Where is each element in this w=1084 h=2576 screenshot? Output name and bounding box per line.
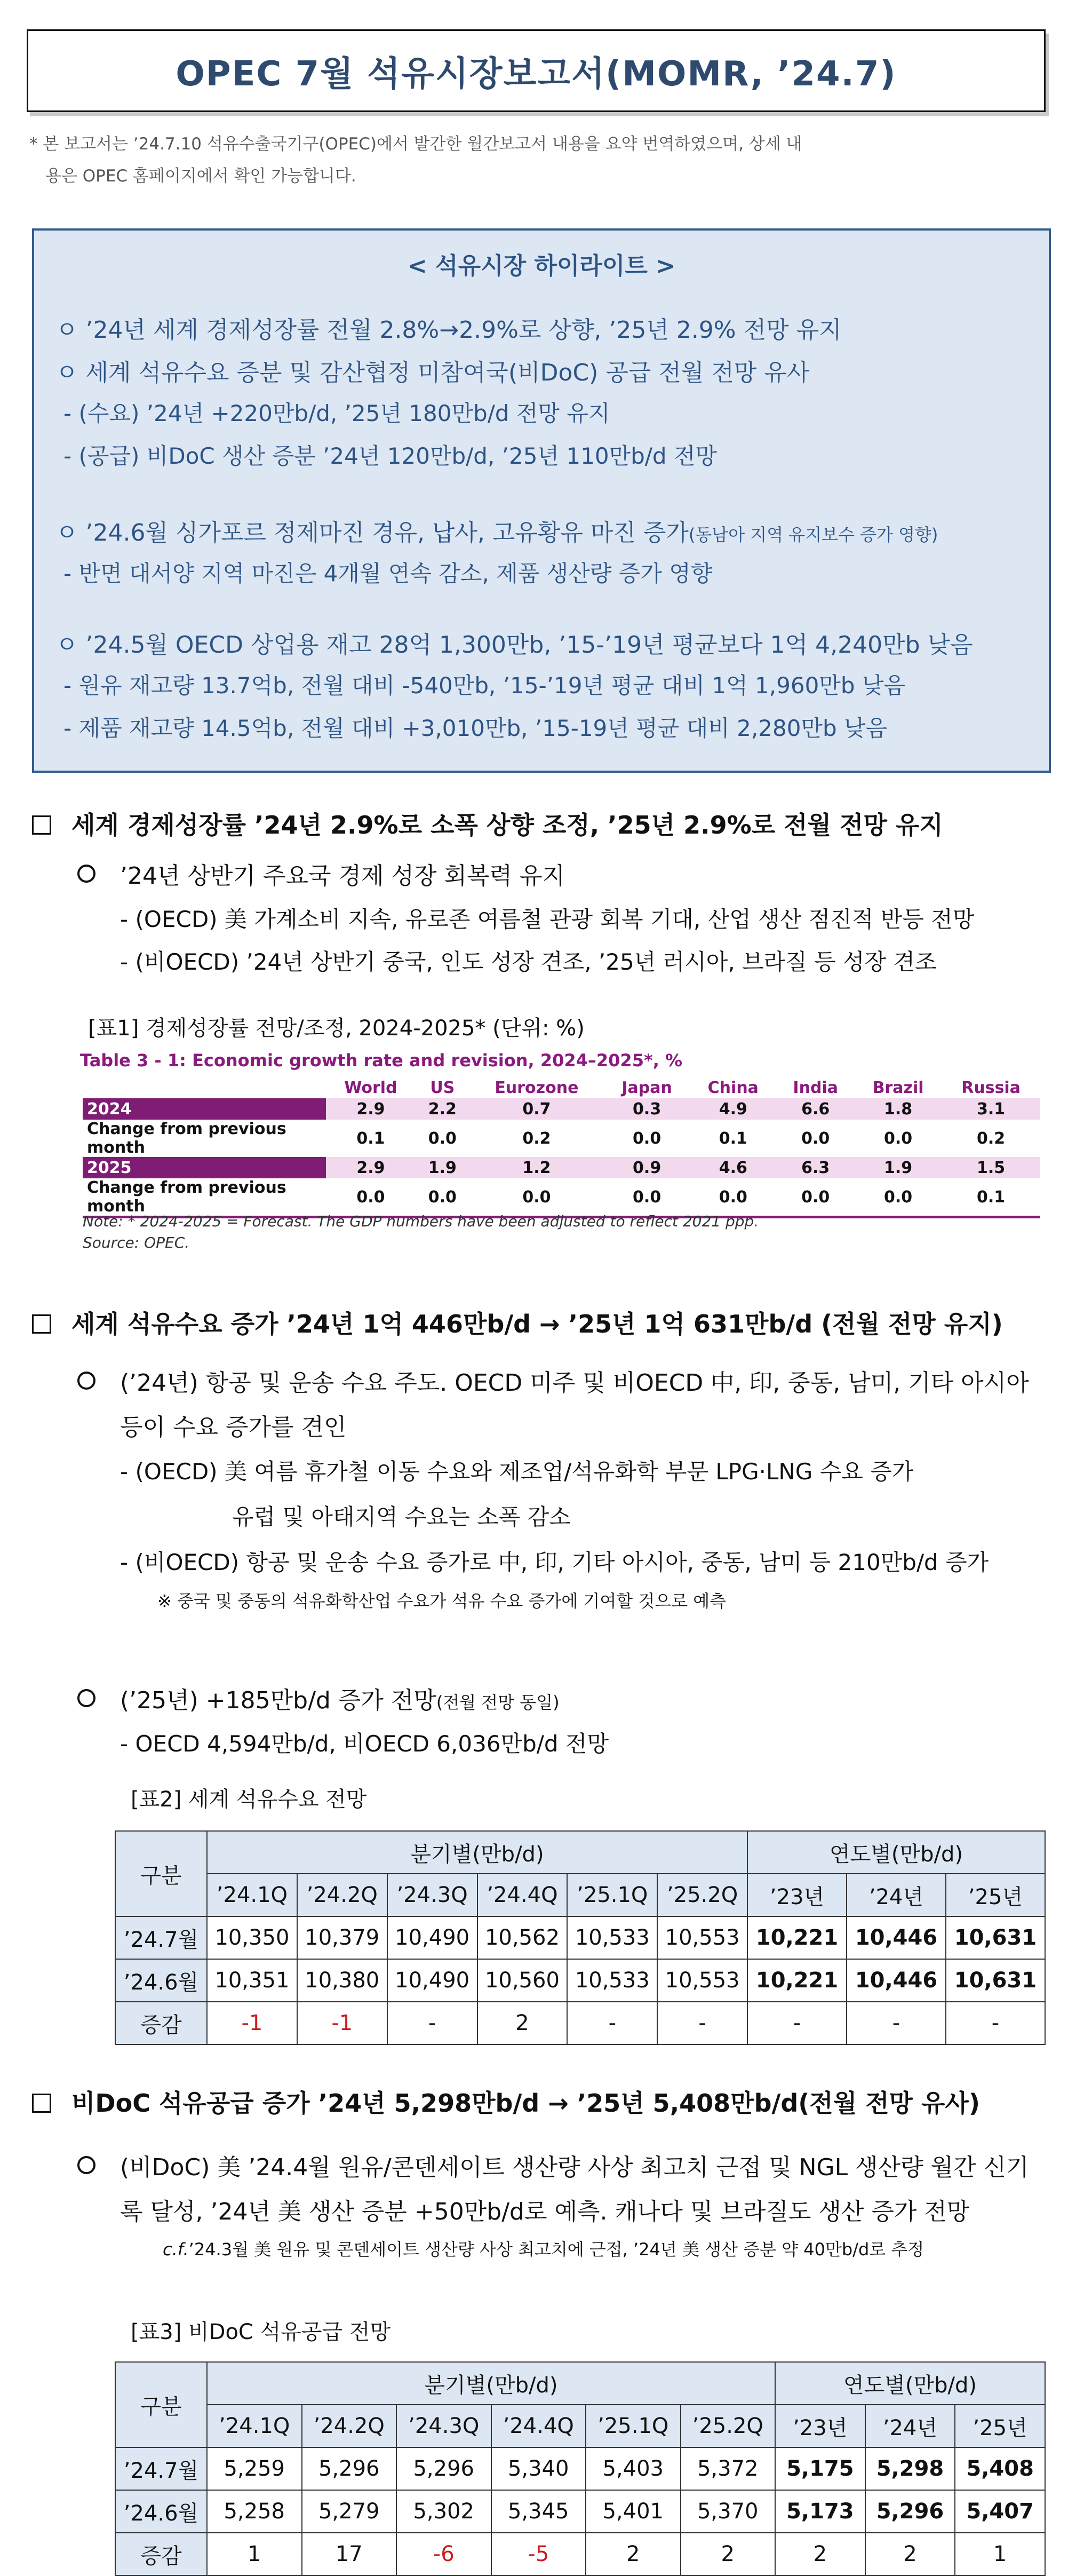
table-cell: 5,296 [865, 2490, 955, 2533]
row-label: Change from previous month [83, 1178, 326, 1217]
table-cell: 5,340 [491, 2447, 586, 2490]
table-cell: 0.2 [977, 1129, 1006, 1148]
table-cell: 0.3 [604, 1098, 690, 1120]
column-header: ’24.2Q [297, 1874, 387, 1916]
column-header: ’24년 [847, 1874, 946, 1916]
table-cell: 2.9 [326, 1157, 416, 1178]
table-cell: 0.0 [776, 1178, 855, 1217]
table-cell: 0.0 [633, 1129, 661, 1148]
column-header: 구분 [115, 1831, 207, 1916]
table-cell: 10,560 [477, 1959, 568, 2002]
table-cell: 2 [681, 2533, 776, 2575]
column-header: ’25.2Q [657, 1874, 747, 1916]
cf-text: ’24.3월 美 원유 및 콘덴세이트 생산량 사상 최고치에 근접, ’24년 美 생산 증분 약 40만b/d로 추정 [188, 2239, 924, 2260]
table-cell: 0.0 [690, 1178, 776, 1217]
highlights-title: < 석유시장 하이라이트 > [407, 252, 676, 280]
table-cell: 2 [775, 2533, 865, 2575]
bullet-item [77, 1364, 1029, 1398]
section-heading-text: 세계 경제성장률 ’24년 2.9%로 소폭 상향 조정, ’25년 2.9%로 전월 전망 유지 [71, 811, 943, 839]
report-title-box [27, 29, 1046, 112]
table-cell: 10,553 [657, 1916, 747, 1959]
table-cell: - [657, 2002, 747, 2044]
report-note [29, 128, 1054, 192]
column-header: ’24.3Q [387, 1874, 477, 1916]
table-cell: 0.9 [604, 1157, 690, 1178]
table-cell: 0.0 [416, 1178, 469, 1217]
bullet-item [77, 2148, 1029, 2182]
table-cell: -1 [297, 2002, 387, 2044]
circle-bullet-icon [77, 1372, 95, 1390]
table-cell: 10,631 [946, 1916, 1045, 1959]
table-cell: -1 [207, 2002, 297, 2044]
row-label: 2025 [83, 1157, 326, 1178]
table-cell: 5,173 [775, 2490, 865, 2533]
table-cell: 10,533 [567, 1916, 657, 1959]
table-cell: 0.1 [356, 1129, 385, 1148]
dash-item: - (OECD) 美 여름 휴가철 이동 수요와 제조업/석유화학 부문 LPG·LNG 수요 증가 [120, 1459, 914, 1485]
table-cell: 1.5 [942, 1157, 1040, 1178]
table-cell: -6 [396, 2533, 491, 2575]
cf-note [163, 2236, 924, 2261]
table-cell: 5,258 [207, 2490, 302, 2533]
checkbox-square-icon [32, 815, 51, 835]
table-cell: 10,533 [567, 1959, 657, 2002]
column-header: ’25년 [955, 2405, 1045, 2447]
column-header: ’23년 [747, 1874, 847, 1916]
table-row [83, 1120, 1040, 1157]
bullet-text: (’25년) +185만b/d 증가 전망 [120, 1687, 436, 1714]
column-header: ’24.2Q [302, 2405, 397, 2447]
table-cell: 2 [865, 2533, 955, 2575]
column-header: US [430, 1078, 455, 1097]
column-header: World [344, 1078, 397, 1097]
row-label: ’24.7월 [115, 2447, 207, 2490]
table-cell: 2.9 [326, 1098, 416, 1120]
column-header: ’25.1Q [586, 2405, 681, 2447]
circle-bullet-icon [77, 1689, 95, 1707]
bullet-text: (비DoC) 美 ’24.4월 원유/콘덴세이트 생산량 사상 최고치 근접 및 NGL 생산량 월간 신기 [120, 2154, 1029, 2181]
table-cell: 17 [302, 2533, 397, 2575]
table-cell: 0.0 [326, 1178, 416, 1217]
demand-table [115, 1830, 1046, 2045]
table-cell: 5,408 [955, 2447, 1045, 2490]
circle-bullet-icon [77, 2156, 95, 2174]
table-cell: 6.3 [776, 1157, 855, 1178]
table-cell: 5,401 [586, 2490, 681, 2533]
table-cell: 10,562 [477, 1916, 568, 1959]
column-group-header: 연도별(만b/d) [775, 2362, 1045, 2405]
table-row [115, 2447, 1045, 2490]
bullet-continuation: 등이 수요 증가를 견인 [120, 1414, 347, 1441]
table-cell: - [747, 2002, 847, 2044]
table-cell: 4.9 [690, 1098, 776, 1120]
table-cell: 4.6 [690, 1157, 776, 1178]
highlight-small-note: (동남아 지역 유지보수 증가 영향) [688, 525, 938, 545]
section-heading-growth [32, 806, 943, 841]
highlight-line: ㅇ ’24.5월 OECD 상업용 재고 28억 1,300만b, ’15-’19년 평균보다 1억 4,240만b 낮음 [55, 631, 973, 659]
section-heading-text: 비DoC 석유공급 증가 ’24년 5,298만b/d → ’25년 5,408만b/d(전월 전망 유사) [71, 2089, 980, 2118]
table-cell: 5,279 [302, 2490, 397, 2533]
dash-item: - OECD 4,594만b/d, 비OECD 6,036만b/d 전망 [120, 1731, 609, 1757]
column-header: ’24.1Q [207, 1874, 297, 1916]
table-cell: 10,379 [297, 1916, 387, 1959]
dash-item: - (비OECD) ’24년 상반기 중국, 인도 성장 견조, ’25년 러시아, 브라질 등 성장 견조 [120, 949, 937, 975]
checkbox-square-icon [32, 1314, 51, 1334]
table-caption: [표1] 경제성장률 전망/조정, 2024-2025* (단위: %) [88, 1016, 585, 1041]
table-cell: 10,350 [207, 1916, 297, 1959]
table-cell: 10,490 [387, 1959, 477, 2002]
column-header: ’24년 [865, 2405, 955, 2447]
circle-bullet-icon [77, 865, 95, 883]
table-cell: 5,403 [586, 2447, 681, 2490]
growth-table [83, 1077, 1040, 1218]
table-cell: -5 [491, 2533, 586, 2575]
table-cell: 0.0 [801, 1129, 830, 1148]
dash-item-continuation: 유럽 및 아태지역 수요는 소폭 감소 [232, 1504, 571, 1530]
table-cell: 0.2 [522, 1129, 551, 1148]
table-cell: 5,372 [681, 2447, 776, 2490]
dash-item: - (OECD) 美 가계소비 지속, 유로존 여름철 관광 회복 기대, 산업 생산 점진적 반등 전망 [120, 906, 975, 932]
section-heading-demand [32, 1305, 1003, 1340]
column-header: Eurozone [495, 1078, 579, 1097]
report-title: OPEC 7월 석유시장보고서(MOMR, ’24.7) [176, 54, 897, 94]
column-group-header: 분기별(만b/d) [207, 2362, 775, 2405]
table-cell: 10,221 [747, 1959, 847, 2002]
column-header [83, 1077, 326, 1098]
table-cell: 5,370 [681, 2490, 776, 2533]
footnote: ※ 중국 및 중동의 석유화학산업 수요가 석유 수요 증가에 기여할 것으로 예측 [157, 1591, 727, 1611]
bullet-item [77, 857, 565, 891]
table-cell: 0.7 [469, 1098, 604, 1120]
table-cell: 10,221 [747, 1916, 847, 1959]
row-label: 증감 [115, 2002, 207, 2044]
column-header: ’23년 [775, 2405, 865, 2447]
table-cell: 10,490 [387, 1916, 477, 1959]
column-header: Russia [961, 1078, 1021, 1097]
table-cell: 0.0 [469, 1178, 604, 1217]
table-cell: 1.2 [469, 1157, 604, 1178]
section-heading-supply [32, 2084, 980, 2119]
table-cell: 10,446 [847, 1959, 946, 2002]
highlights-box [32, 228, 1051, 773]
table-cell: 5,175 [775, 2447, 865, 2490]
opec-table-title: Table 3 - 1: Economic growth rate and revision, 2024–2025*, % [80, 1050, 683, 1071]
table-cell: 0.0 [428, 1129, 457, 1148]
table-cell: 1.9 [855, 1157, 942, 1178]
table-row [83, 1098, 1040, 1120]
table-cell: 5,302 [396, 2490, 491, 2533]
table-row [115, 2490, 1045, 2533]
table-cell: - [567, 2002, 657, 2044]
table-cell: 3.1 [942, 1098, 1040, 1120]
highlight-subline: - (수요) ’24년 +220만b/d, ’25년 180만b/d 전망 유지 [63, 400, 610, 426]
highlight-line: ㅇ 세계 석유수요 증분 및 감산협정 미참여국(비DoC) 공급 전월 전망 유사 [55, 359, 810, 386]
table-cell: 10,380 [297, 1959, 387, 2002]
bullet-text: (’24년) 항공 및 운송 수요 주도. OECD 미주 및 비OECD 中, 印, 중동, 남미, 기타 아시아 [120, 1369, 1029, 1397]
table-cell: 5,259 [207, 2447, 302, 2490]
column-header: ’24.1Q [207, 2405, 302, 2447]
table-cell: 0.1 [719, 1129, 747, 1148]
table-cell: 0.1 [942, 1178, 1040, 1217]
table-row [83, 1157, 1040, 1178]
column-header: China [707, 1078, 759, 1097]
bullet-small-note: (전월 전망 동일) [436, 1692, 560, 1713]
highlight-text: ㅇ ’24.6월 싱가포르 정제마진 경유, 납사, 고유황유 마진 증가 [55, 519, 689, 546]
column-header: ’24.4Q [491, 2405, 586, 2447]
table-row [115, 1959, 1045, 2002]
highlight-subline: - 반면 대서양 지역 마진은 4개월 연속 감소, 제품 생산량 증가 영향 [63, 560, 713, 586]
table-cell: 5,345 [491, 2490, 586, 2533]
table-cell: 0.0 [604, 1178, 690, 1217]
row-label: 2024 [83, 1098, 326, 1120]
note-line-2: 용은 OPEC 홈페이지에서 확인 가능합니다. [45, 167, 356, 186]
column-header: ’24.4Q [477, 1874, 568, 1916]
table-header-row [115, 2405, 1045, 2447]
column-header: ’25.1Q [567, 1874, 657, 1916]
table-cell: 5,407 [955, 2490, 1045, 2533]
table-cell: 5,296 [302, 2447, 397, 2490]
supply-table [115, 2361, 1046, 2576]
table-cell: 0.0 [855, 1178, 942, 1217]
highlight-line: ㅇ ’24년 세계 경제성장률 전월 2.8%→2.9%로 상향, ’25년 2.9% 전망 유지 [55, 316, 842, 344]
table-cell: 2 [586, 2533, 681, 2575]
cf-label: c.f. [163, 2239, 189, 2260]
column-header: 구분 [115, 2362, 207, 2447]
table-cell: - [847, 2002, 946, 2044]
column-header: India [793, 1078, 838, 1097]
column-header: ’25년 [946, 1874, 1045, 1916]
column-header: ’24.3Q [396, 2405, 491, 2447]
table-cell: 1.9 [416, 1157, 469, 1178]
table-cell: - [387, 2002, 477, 2044]
table-caption: [표3] 비DoC 석유공급 전망 [131, 2320, 391, 2344]
row-label: Change from previous month [87, 1120, 286, 1157]
table-header-row [115, 1831, 1045, 1874]
table-header-row [115, 1874, 1045, 1916]
table-cell: 2 [477, 2002, 568, 2044]
bullet-text: ’24년 상반기 주요국 경제 성장 회복력 유지 [120, 862, 565, 890]
row-label: ’24.6월 [115, 1959, 207, 2002]
table-cell: 10,553 [657, 1959, 747, 2002]
table-header-row [115, 2362, 1045, 2405]
column-group-header: 연도별(만b/d) [747, 1831, 1045, 1874]
note-line-1: * 본 보고서는 ’24.7.10 석유수출국기구(OPEC)에서 발간한 월간보고서 내용을 요약 번역하였으며, 상세 내 [29, 134, 802, 154]
bullet-continuation: 록 달성, ’24년 美 생산 증분 +50만b/d로 예측. 캐나다 및 브라질도 생산 증가 전망 [120, 2198, 970, 2225]
growth-table-header [83, 1077, 1040, 1098]
table-cell: 5,296 [396, 2447, 491, 2490]
table-caption: [표2] 세계 석유수요 전망 [131, 1787, 367, 1812]
table-row [115, 2533, 1045, 2575]
table-cell: 1 [955, 2533, 1045, 2575]
table-cell: 6.6 [776, 1098, 855, 1120]
dash-item: - (비OECD) 항공 및 운송 수요 증가로 中, 印, 기타 아시아, 중동, 남미 등 210만b/d 증가 [120, 1549, 989, 1575]
column-group-header: 분기별(만b/d) [207, 1831, 747, 1874]
table-cell: 10,631 [946, 1959, 1045, 2002]
table-cell: - [946, 2002, 1045, 2044]
table-source: Source: OPEC. [83, 1234, 190, 1251]
table-cell: 1 [207, 2533, 302, 2575]
column-header: Japan [621, 1078, 672, 1097]
highlight-subline: - (공급) 비DoC 생산 증분 ’24년 120만b/d, ’25년 110만b/d 전망 [63, 443, 718, 469]
row-label: ’24.7월 [115, 1916, 207, 1959]
section-heading-text: 세계 석유수요 증가 ’24년 1억 446만b/d → ’25년 1억 631만b/d (전월 전망 유지) [71, 1310, 1003, 1338]
row-label: ’24.6월 [115, 2490, 207, 2533]
table-cell: 1.8 [855, 1098, 942, 1120]
bullet-item [77, 1681, 560, 1715]
row-label: 증감 [115, 2533, 207, 2575]
highlight-line [55, 513, 938, 548]
table-cell: 10,351 [207, 1959, 297, 2002]
table-row [115, 1916, 1045, 1959]
table-row [83, 1178, 1040, 1217]
column-header: Brazil [872, 1078, 924, 1097]
highlight-subline: - 제품 재고량 14.5억b, 전월 대비 +3,010만b, ’15-19년 평균 대비 2,280만b 낮음 [63, 715, 888, 741]
highlight-subline: - 원유 재고량 13.7억b, 전월 대비 -540만b, ’15-’19년 평균 대비 1억 1,960만b 낮음 [63, 672, 906, 699]
column-header: ’25.2Q [681, 2405, 776, 2447]
table-cell: 5,298 [865, 2447, 955, 2490]
table-row [115, 2002, 1045, 2044]
table-cell: 0.0 [884, 1129, 913, 1148]
table-cell: 10,446 [847, 1916, 946, 1959]
checkbox-square-icon [32, 2094, 51, 2113]
table-cell: 2.2 [416, 1098, 469, 1120]
table-note: Note: * 2024-2025 = Forecast. The GDP numbers have been adjusted to reflect 2021 ppp. [83, 1212, 759, 1230]
